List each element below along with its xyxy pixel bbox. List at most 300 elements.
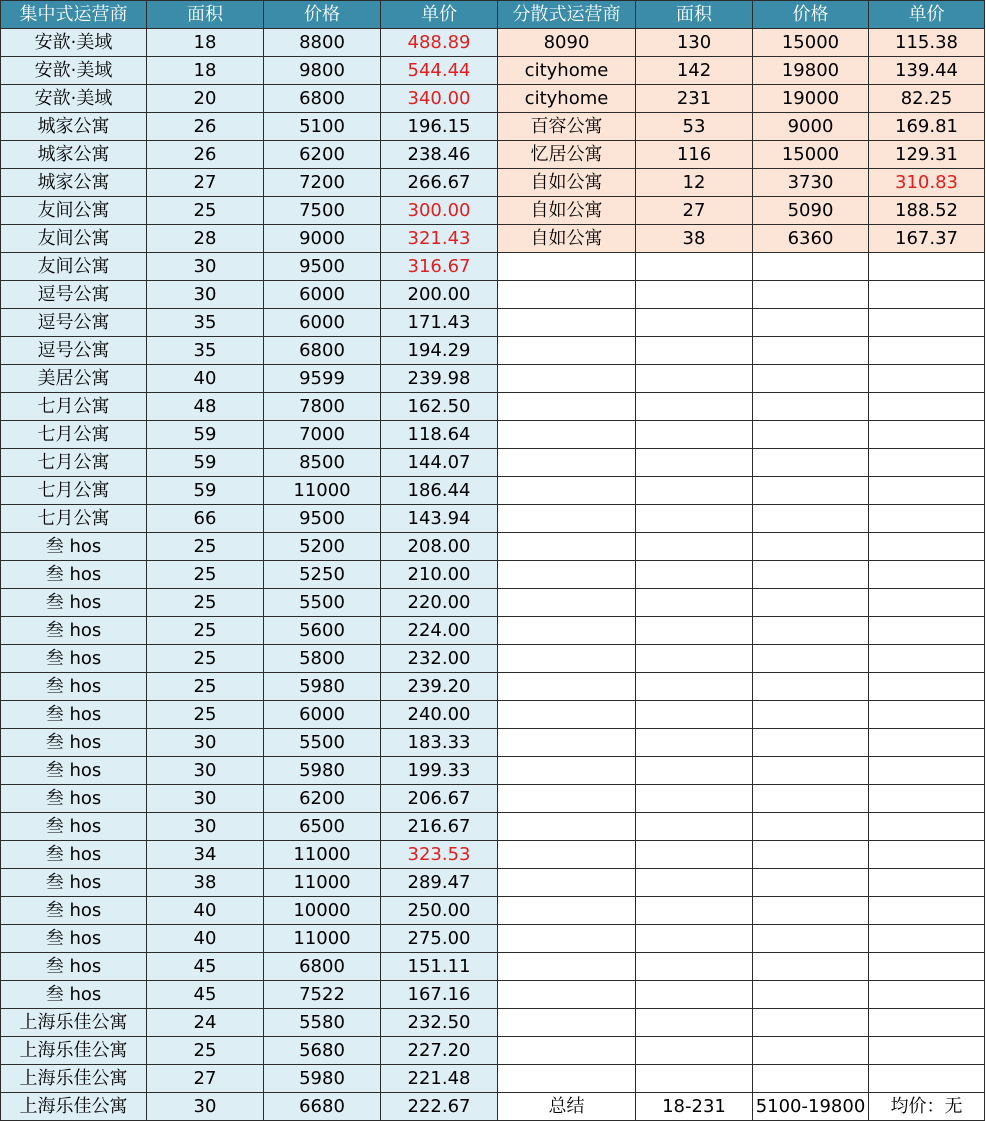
centralized-unit-price-cell[interactable]: 238.46 [381, 141, 498, 169]
centralized-area-cell[interactable]: 25 [147, 673, 264, 701]
dispersed-area-cell[interactable]: 116 [636, 141, 753, 169]
centralized-area-cell[interactable]: 59 [147, 449, 264, 477]
empty-cell[interactable] [753, 869, 869, 897]
empty-cell[interactable] [498, 477, 636, 505]
empty-cell[interactable] [498, 421, 636, 449]
centralized-area-cell[interactable]: 26 [147, 113, 264, 141]
dispersed-operator-name-cell[interactable]: 自如公寓 [498, 197, 636, 225]
centralized-operator-name-cell[interactable]: 叁 hos [1, 897, 147, 925]
empty-cell[interactable] [498, 869, 636, 897]
dispersed-area-cell[interactable]: 53 [636, 113, 753, 141]
empty-cell[interactable] [498, 729, 636, 757]
empty-cell[interactable] [753, 393, 869, 421]
centralized-area-cell[interactable]: 30 [147, 757, 264, 785]
centralized-unit-price-cell[interactable]: 232.50 [381, 1009, 498, 1037]
centralized-price-cell[interactable]: 6000 [264, 309, 381, 337]
empty-cell[interactable] [636, 673, 753, 701]
empty-cell[interactable] [636, 365, 753, 393]
empty-cell[interactable] [636, 449, 753, 477]
centralized-area-cell[interactable]: 25 [147, 1037, 264, 1065]
centralized-unit-price-cell[interactable]: 250.00 [381, 897, 498, 925]
empty-cell[interactable] [753, 701, 869, 729]
empty-cell[interactable] [753, 365, 869, 393]
empty-cell[interactable] [498, 645, 636, 673]
centralized-operator-name-cell[interactable]: 城家公寓 [1, 113, 147, 141]
empty-cell[interactable] [869, 981, 985, 1009]
empty-cell[interactable] [498, 533, 636, 561]
centralized-operator-name-cell[interactable]: 安歆·美域 [1, 57, 147, 85]
centralized-area-cell[interactable]: 27 [147, 1065, 264, 1093]
dispersed-price-cell[interactable]: 5090 [753, 197, 869, 225]
centralized-operator-name-cell[interactable]: 叁 hos [1, 953, 147, 981]
empty-cell[interactable] [753, 1009, 869, 1037]
empty-cell[interactable] [636, 785, 753, 813]
empty-cell[interactable] [636, 617, 753, 645]
dispersed-operator-name-cell[interactable]: 百容公寓 [498, 113, 636, 141]
centralized-area-cell[interactable]: 59 [147, 421, 264, 449]
centralized-area-cell[interactable]: 40 [147, 897, 264, 925]
centralized-unit-price-cell[interactable]: 194.29 [381, 337, 498, 365]
centralized-unit-price-cell[interactable]: 151.11 [381, 953, 498, 981]
dispersed-operator-name-cell[interactable]: cityhome [498, 85, 636, 113]
empty-cell[interactable] [636, 1065, 753, 1093]
centralized-area-cell[interactable]: 34 [147, 841, 264, 869]
empty-cell[interactable] [636, 953, 753, 981]
empty-cell[interactable] [869, 897, 985, 925]
centralized-unit-price-cell[interactable]: 289.47 [381, 869, 498, 897]
centralized-unit-price-cell[interactable]: 275.00 [381, 925, 498, 953]
centralized-area-cell[interactable]: 18 [147, 57, 264, 85]
dispersed-price-cell[interactable]: 15000 [753, 29, 869, 57]
centralized-unit-price-cell[interactable]: 323.53 [381, 841, 498, 869]
empty-cell[interactable] [636, 309, 753, 337]
empty-cell[interactable] [498, 253, 636, 281]
dispersed-area-cell[interactable]: 27 [636, 197, 753, 225]
centralized-price-cell[interactable]: 6800 [264, 337, 381, 365]
dispersed-price-cell[interactable]: 9000 [753, 113, 869, 141]
centralized-area-cell[interactable]: 30 [147, 253, 264, 281]
centralized-area-cell[interactable]: 25 [147, 645, 264, 673]
centralized-price-cell[interactable]: 5100 [264, 113, 381, 141]
empty-cell[interactable] [869, 813, 985, 841]
centralized-area-cell[interactable]: 25 [147, 589, 264, 617]
centralized-area-cell[interactable]: 30 [147, 1093, 264, 1121]
centralized-price-cell[interactable]: 10000 [264, 897, 381, 925]
dispersed-operator-name-cell[interactable]: 忆居公寓 [498, 141, 636, 169]
empty-cell[interactable] [498, 617, 636, 645]
centralized-operator-name-cell[interactable]: 城家公寓 [1, 169, 147, 197]
empty-cell[interactable] [498, 757, 636, 785]
empty-cell[interactable] [869, 1037, 985, 1065]
empty-cell[interactable] [869, 1065, 985, 1093]
empty-cell[interactable] [753, 337, 869, 365]
dispersed-unit-price-cell[interactable]: 139.44 [869, 57, 985, 85]
empty-cell[interactable] [753, 1037, 869, 1065]
empty-cell[interactable] [753, 309, 869, 337]
dispersed-operator-name-cell[interactable]: 自如公寓 [498, 225, 636, 253]
empty-cell[interactable] [753, 505, 869, 533]
dispersed-unit-price-cell[interactable]: 115.38 [869, 29, 985, 57]
centralized-price-cell[interactable]: 5980 [264, 757, 381, 785]
dispersed-price-cell[interactable]: 19800 [753, 57, 869, 85]
empty-cell[interactable] [636, 729, 753, 757]
centralized-price-cell[interactable]: 5500 [264, 729, 381, 757]
dispersed-unit-price-cell[interactable]: 82.25 [869, 85, 985, 113]
empty-cell[interactable] [636, 589, 753, 617]
centralized-unit-price-cell[interactable]: 266.67 [381, 169, 498, 197]
centralized-unit-price-cell[interactable]: 143.94 [381, 505, 498, 533]
empty-cell[interactable] [636, 561, 753, 589]
summary-cell[interactable]: 总结 [498, 1093, 636, 1121]
empty-cell[interactable] [869, 421, 985, 449]
dispersed-area-cell[interactable]: 12 [636, 169, 753, 197]
empty-cell[interactable] [498, 701, 636, 729]
centralized-area-cell[interactable]: 45 [147, 981, 264, 1009]
centralized-price-cell[interactable]: 11000 [264, 925, 381, 953]
centralized-price-cell[interactable]: 5500 [264, 589, 381, 617]
dispersed-area-cell[interactable]: 38 [636, 225, 753, 253]
empty-cell[interactable] [498, 281, 636, 309]
centralized-area-cell[interactable]: 40 [147, 925, 264, 953]
centralized-price-cell[interactable]: 9599 [264, 365, 381, 393]
centralized-operator-name-cell[interactable]: 七月公寓 [1, 393, 147, 421]
centralized-price-cell[interactable]: 6800 [264, 85, 381, 113]
empty-cell[interactable] [869, 841, 985, 869]
empty-cell[interactable] [498, 365, 636, 393]
centralized-area-cell[interactable]: 27 [147, 169, 264, 197]
centralized-operator-name-cell[interactable]: 城家公寓 [1, 141, 147, 169]
empty-cell[interactable] [636, 841, 753, 869]
dispersed-area-cell[interactable]: 130 [636, 29, 753, 57]
empty-cell[interactable] [869, 337, 985, 365]
empty-cell[interactable] [869, 617, 985, 645]
dispersed-unit-price-cell[interactable]: 169.81 [869, 113, 985, 141]
centralized-operator-name-cell[interactable]: 友间公寓 [1, 197, 147, 225]
centralized-unit-price-cell[interactable]: 200.00 [381, 281, 498, 309]
centralized-operator-name-cell[interactable]: 安歆·美域 [1, 85, 147, 113]
empty-cell[interactable] [636, 393, 753, 421]
empty-cell[interactable] [753, 1065, 869, 1093]
empty-cell[interactable] [636, 981, 753, 1009]
centralized-area-cell[interactable]: 38 [147, 869, 264, 897]
empty-cell[interactable] [869, 925, 985, 953]
centralized-operator-name-cell[interactable]: 叁 hos [1, 785, 147, 813]
empty-cell[interactable] [753, 617, 869, 645]
centralized-unit-price-cell[interactable]: 162.50 [381, 393, 498, 421]
centralized-unit-price-cell[interactable]: 239.98 [381, 365, 498, 393]
empty-cell[interactable] [498, 561, 636, 589]
centralized-operator-name-cell[interactable]: 美居公寓 [1, 365, 147, 393]
summary-cell[interactable]: 5100-19800 [753, 1093, 869, 1121]
empty-cell[interactable] [869, 309, 985, 337]
centralized-area-cell[interactable]: 20 [147, 85, 264, 113]
centralized-operator-name-cell[interactable]: 叁 hos [1, 925, 147, 953]
empty-cell[interactable] [753, 757, 869, 785]
centralized-price-cell[interactable]: 9800 [264, 57, 381, 85]
centralized-area-cell[interactable]: 18 [147, 29, 264, 57]
centralized-area-cell[interactable]: 35 [147, 309, 264, 337]
centralized-unit-price-cell[interactable]: 316.67 [381, 253, 498, 281]
empty-cell[interactable] [753, 841, 869, 869]
empty-cell[interactable] [869, 673, 985, 701]
centralized-unit-price-cell[interactable]: 240.00 [381, 701, 498, 729]
centralized-area-cell[interactable]: 48 [147, 393, 264, 421]
empty-cell[interactable] [869, 561, 985, 589]
empty-cell[interactable] [753, 449, 869, 477]
empty-cell[interactable] [498, 1065, 636, 1093]
centralized-operator-name-cell[interactable]: 逗号公寓 [1, 337, 147, 365]
empty-cell[interactable] [753, 421, 869, 449]
centralized-price-cell[interactable]: 7200 [264, 169, 381, 197]
centralized-unit-price-cell[interactable]: 340.00 [381, 85, 498, 113]
dispersed-unit-price-cell[interactable]: 129.31 [869, 141, 985, 169]
empty-cell[interactable] [498, 981, 636, 1009]
empty-cell[interactable] [636, 253, 753, 281]
centralized-unit-price-cell[interactable]: 222.67 [381, 1093, 498, 1121]
centralized-unit-price-cell[interactable]: 208.00 [381, 533, 498, 561]
empty-cell[interactable] [869, 1009, 985, 1037]
empty-cell[interactable] [753, 897, 869, 925]
centralized-unit-price-cell[interactable]: 321.43 [381, 225, 498, 253]
centralized-area-cell[interactable]: 40 [147, 365, 264, 393]
centralized-price-cell[interactable]: 6000 [264, 701, 381, 729]
empty-cell[interactable] [636, 897, 753, 925]
empty-cell[interactable] [498, 449, 636, 477]
centralized-price-cell[interactable]: 6800 [264, 953, 381, 981]
centralized-unit-price-cell[interactable]: 300.00 [381, 197, 498, 225]
centralized-operator-name-cell[interactable]: 叁 hos [1, 645, 147, 673]
centralized-unit-price-cell[interactable]: 239.20 [381, 673, 498, 701]
empty-cell[interactable] [636, 281, 753, 309]
empty-cell[interactable] [498, 505, 636, 533]
centralized-operator-name-cell[interactable]: 上海乐佳公寓 [1, 1009, 147, 1037]
empty-cell[interactable] [753, 645, 869, 673]
centralized-unit-price-cell[interactable]: 220.00 [381, 589, 498, 617]
centralized-price-cell[interactable]: 6200 [264, 141, 381, 169]
centralized-price-cell[interactable]: 6200 [264, 785, 381, 813]
empty-cell[interactable] [636, 645, 753, 673]
empty-cell[interactable] [636, 421, 753, 449]
centralized-price-cell[interactable]: 8500 [264, 449, 381, 477]
centralized-operator-name-cell[interactable]: 七月公寓 [1, 449, 147, 477]
centralized-operator-name-cell[interactable]: 逗号公寓 [1, 309, 147, 337]
empty-cell[interactable] [753, 533, 869, 561]
empty-cell[interactable] [753, 925, 869, 953]
centralized-price-cell[interactable]: 5680 [264, 1037, 381, 1065]
empty-cell[interactable] [869, 533, 985, 561]
centralized-operator-name-cell[interactable]: 友间公寓 [1, 253, 147, 281]
dispersed-price-cell[interactable]: 3730 [753, 169, 869, 197]
centralized-operator-name-cell[interactable]: 安歆·美域 [1, 29, 147, 57]
centralized-price-cell[interactable]: 9000 [264, 225, 381, 253]
empty-cell[interactable] [498, 897, 636, 925]
dispersed-operator-name-cell[interactable]: 8090 [498, 29, 636, 57]
centralized-operator-name-cell[interactable]: 叁 hos [1, 981, 147, 1009]
centralized-operator-name-cell[interactable]: 叁 hos [1, 841, 147, 869]
empty-cell[interactable] [753, 785, 869, 813]
empty-cell[interactable] [753, 589, 869, 617]
empty-cell[interactable] [753, 253, 869, 281]
empty-cell[interactable] [869, 701, 985, 729]
empty-cell[interactable] [869, 281, 985, 309]
centralized-price-cell[interactable]: 5980 [264, 673, 381, 701]
empty-cell[interactable] [869, 365, 985, 393]
dispersed-operator-name-cell[interactable]: 自如公寓 [498, 169, 636, 197]
empty-cell[interactable] [636, 505, 753, 533]
centralized-unit-price-cell[interactable]: 221.48 [381, 1065, 498, 1093]
centralized-price-cell[interactable]: 6000 [264, 281, 381, 309]
dispersed-unit-price-cell[interactable]: 167.37 [869, 225, 985, 253]
empty-cell[interactable] [498, 589, 636, 617]
empty-cell[interactable] [498, 673, 636, 701]
empty-cell[interactable] [636, 533, 753, 561]
empty-cell[interactable] [636, 1009, 753, 1037]
empty-cell[interactable] [753, 281, 869, 309]
centralized-unit-price-cell[interactable]: 144.07 [381, 449, 498, 477]
empty-cell[interactable] [636, 701, 753, 729]
centralized-price-cell[interactable]: 5250 [264, 561, 381, 589]
centralized-unit-price-cell[interactable]: 196.15 [381, 113, 498, 141]
centralized-price-cell[interactable]: 5980 [264, 1065, 381, 1093]
centralized-price-cell[interactable]: 7522 [264, 981, 381, 1009]
empty-cell[interactable] [498, 1009, 636, 1037]
centralized-price-cell[interactable]: 6680 [264, 1093, 381, 1121]
centralized-operator-name-cell[interactable]: 叁 hos [1, 673, 147, 701]
empty-cell[interactable] [498, 309, 636, 337]
centralized-price-cell[interactable]: 5580 [264, 1009, 381, 1037]
centralized-unit-price-cell[interactable]: 171.43 [381, 309, 498, 337]
centralized-price-cell[interactable]: 11000 [264, 841, 381, 869]
centralized-area-cell[interactable]: 25 [147, 533, 264, 561]
centralized-unit-price-cell[interactable]: 232.00 [381, 645, 498, 673]
centralized-operator-name-cell[interactable]: 叁 hos [1, 729, 147, 757]
centralized-operator-name-cell[interactable]: 叁 hos [1, 757, 147, 785]
centralized-unit-price-cell[interactable]: 167.16 [381, 981, 498, 1009]
empty-cell[interactable] [753, 477, 869, 505]
empty-cell[interactable] [636, 869, 753, 897]
centralized-unit-price-cell[interactable]: 544.44 [381, 57, 498, 85]
empty-cell[interactable] [869, 869, 985, 897]
centralized-operator-name-cell[interactable]: 叁 hos [1, 813, 147, 841]
empty-cell[interactable] [498, 337, 636, 365]
empty-cell[interactable] [498, 841, 636, 869]
empty-cell[interactable] [498, 953, 636, 981]
centralized-area-cell[interactable]: 24 [147, 1009, 264, 1037]
empty-cell[interactable] [498, 393, 636, 421]
empty-cell[interactable] [753, 673, 869, 701]
centralized-operator-name-cell[interactable]: 叁 hos [1, 701, 147, 729]
centralized-area-cell[interactable]: 30 [147, 281, 264, 309]
centralized-area-cell[interactable]: 35 [147, 337, 264, 365]
centralized-operator-name-cell[interactable]: 叁 hos [1, 533, 147, 561]
empty-cell[interactable] [636, 477, 753, 505]
empty-cell[interactable] [498, 813, 636, 841]
centralized-area-cell[interactable]: 59 [147, 477, 264, 505]
empty-cell[interactable] [869, 757, 985, 785]
dispersed-unit-price-cell[interactable]: 310.83 [869, 169, 985, 197]
centralized-area-cell[interactable]: 25 [147, 701, 264, 729]
centralized-price-cell[interactable]: 7500 [264, 197, 381, 225]
summary-cell[interactable]: 18-231 [636, 1093, 753, 1121]
centralized-price-cell[interactable]: 7000 [264, 421, 381, 449]
centralized-price-cell[interactable]: 5200 [264, 533, 381, 561]
dispersed-area-cell[interactable]: 231 [636, 85, 753, 113]
dispersed-area-cell[interactable]: 142 [636, 57, 753, 85]
dispersed-operator-name-cell[interactable]: cityhome [498, 57, 636, 85]
centralized-operator-name-cell[interactable]: 叁 hos [1, 589, 147, 617]
empty-cell[interactable] [869, 589, 985, 617]
centralized-unit-price-cell[interactable]: 224.00 [381, 617, 498, 645]
empty-cell[interactable] [869, 785, 985, 813]
empty-cell[interactable] [869, 253, 985, 281]
centralized-unit-price-cell[interactable]: 118.64 [381, 421, 498, 449]
centralized-area-cell[interactable]: 25 [147, 197, 264, 225]
centralized-operator-name-cell[interactable]: 七月公寓 [1, 505, 147, 533]
empty-cell[interactable] [636, 925, 753, 953]
centralized-unit-price-cell[interactable]: 183.33 [381, 729, 498, 757]
centralized-area-cell[interactable]: 30 [147, 729, 264, 757]
dispersed-price-cell[interactable]: 6360 [753, 225, 869, 253]
centralized-unit-price-cell[interactable]: 210.00 [381, 561, 498, 589]
centralized-operator-name-cell[interactable]: 上海乐佳公寓 [1, 1037, 147, 1065]
centralized-operator-name-cell[interactable]: 七月公寓 [1, 477, 147, 505]
empty-cell[interactable] [753, 813, 869, 841]
empty-cell[interactable] [869, 645, 985, 673]
centralized-area-cell[interactable]: 30 [147, 813, 264, 841]
empty-cell[interactable] [869, 505, 985, 533]
empty-cell[interactable] [753, 729, 869, 757]
centralized-unit-price-cell[interactable]: 488.89 [381, 29, 498, 57]
centralized-price-cell[interactable]: 11000 [264, 477, 381, 505]
centralized-price-cell[interactable]: 9500 [264, 505, 381, 533]
dispersed-unit-price-cell[interactable]: 188.52 [869, 197, 985, 225]
centralized-area-cell[interactable]: 45 [147, 953, 264, 981]
empty-cell[interactable] [869, 477, 985, 505]
centralized-operator-name-cell[interactable]: 上海乐佳公寓 [1, 1093, 147, 1121]
empty-cell[interactable] [636, 337, 753, 365]
dispersed-price-cell[interactable]: 15000 [753, 141, 869, 169]
centralized-area-cell[interactable]: 30 [147, 785, 264, 813]
centralized-area-cell[interactable]: 66 [147, 505, 264, 533]
centralized-operator-name-cell[interactable]: 叁 hos [1, 561, 147, 589]
centralized-price-cell[interactable]: 6500 [264, 813, 381, 841]
centralized-price-cell[interactable]: 8800 [264, 29, 381, 57]
centralized-price-cell[interactable]: 5800 [264, 645, 381, 673]
centralized-operator-name-cell[interactable]: 友间公寓 [1, 225, 147, 253]
centralized-operator-name-cell[interactable]: 叁 hos [1, 869, 147, 897]
empty-cell[interactable] [869, 729, 985, 757]
centralized-operator-name-cell[interactable]: 七月公寓 [1, 421, 147, 449]
centralized-unit-price-cell[interactable]: 206.67 [381, 785, 498, 813]
empty-cell[interactable] [753, 561, 869, 589]
centralized-operator-name-cell[interactable]: 上海乐佳公寓 [1, 1065, 147, 1093]
empty-cell[interactable] [869, 449, 985, 477]
centralized-price-cell[interactable]: 7800 [264, 393, 381, 421]
empty-cell[interactable] [498, 925, 636, 953]
dispersed-price-cell[interactable]: 19000 [753, 85, 869, 113]
centralized-operator-name-cell[interactable]: 叁 hos [1, 617, 147, 645]
empty-cell[interactable] [498, 785, 636, 813]
centralized-unit-price-cell[interactable]: 199.33 [381, 757, 498, 785]
empty-cell[interactable] [753, 981, 869, 1009]
centralized-price-cell[interactable]: 11000 [264, 869, 381, 897]
centralized-price-cell[interactable]: 9500 [264, 253, 381, 281]
empty-cell[interactable] [753, 953, 869, 981]
centralized-area-cell[interactable]: 28 [147, 225, 264, 253]
empty-cell[interactable] [636, 813, 753, 841]
empty-cell[interactable] [636, 1037, 753, 1065]
empty-cell[interactable] [498, 1037, 636, 1065]
